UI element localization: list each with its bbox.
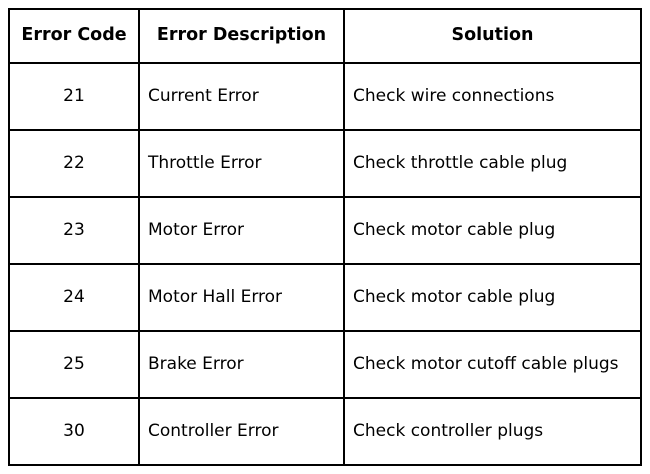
error-code-table-container	[8, 8, 642, 466]
cell-error-description: Motor Error	[139, 197, 344, 264]
table-body	[9, 63, 641, 465]
cell-error-description: Current Error	[139, 63, 344, 130]
cell-error-code: 21	[9, 63, 139, 130]
cell-error-description: Brake Error	[139, 331, 344, 398]
table-header-row	[9, 9, 641, 63]
cell-error-code: 23	[9, 197, 139, 264]
cell-error-code: 30	[9, 398, 139, 465]
table-row	[9, 331, 641, 398]
column-header-solution: Solution	[344, 9, 641, 63]
column-header-error-description: Error Description	[139, 9, 344, 63]
table-row	[9, 130, 641, 197]
cell-solution: Check motor cable plug	[344, 264, 641, 331]
cell-solution: Check controller plugs	[344, 398, 641, 465]
table-row	[9, 398, 641, 465]
cell-error-description: Motor Hall Error	[139, 264, 344, 331]
table-row	[9, 197, 641, 264]
cell-error-code: 24	[9, 264, 139, 331]
table-row	[9, 264, 641, 331]
cell-solution: Check motor cutoff cable plugs	[344, 331, 641, 398]
cell-error-code: 22	[9, 130, 139, 197]
cell-error-description: Controller Error	[139, 398, 344, 465]
cell-error-code: 25	[9, 331, 139, 398]
column-header-error-code: Error Code	[9, 9, 139, 63]
table-header	[9, 9, 641, 63]
error-code-table	[8, 8, 642, 466]
cell-solution: Check motor cable plug	[344, 197, 641, 264]
cell-solution: Check throttle cable plug	[344, 130, 641, 197]
cell-error-description: Throttle Error	[139, 130, 344, 197]
table-row	[9, 63, 641, 130]
cell-solution: Check wire connections	[344, 63, 641, 130]
